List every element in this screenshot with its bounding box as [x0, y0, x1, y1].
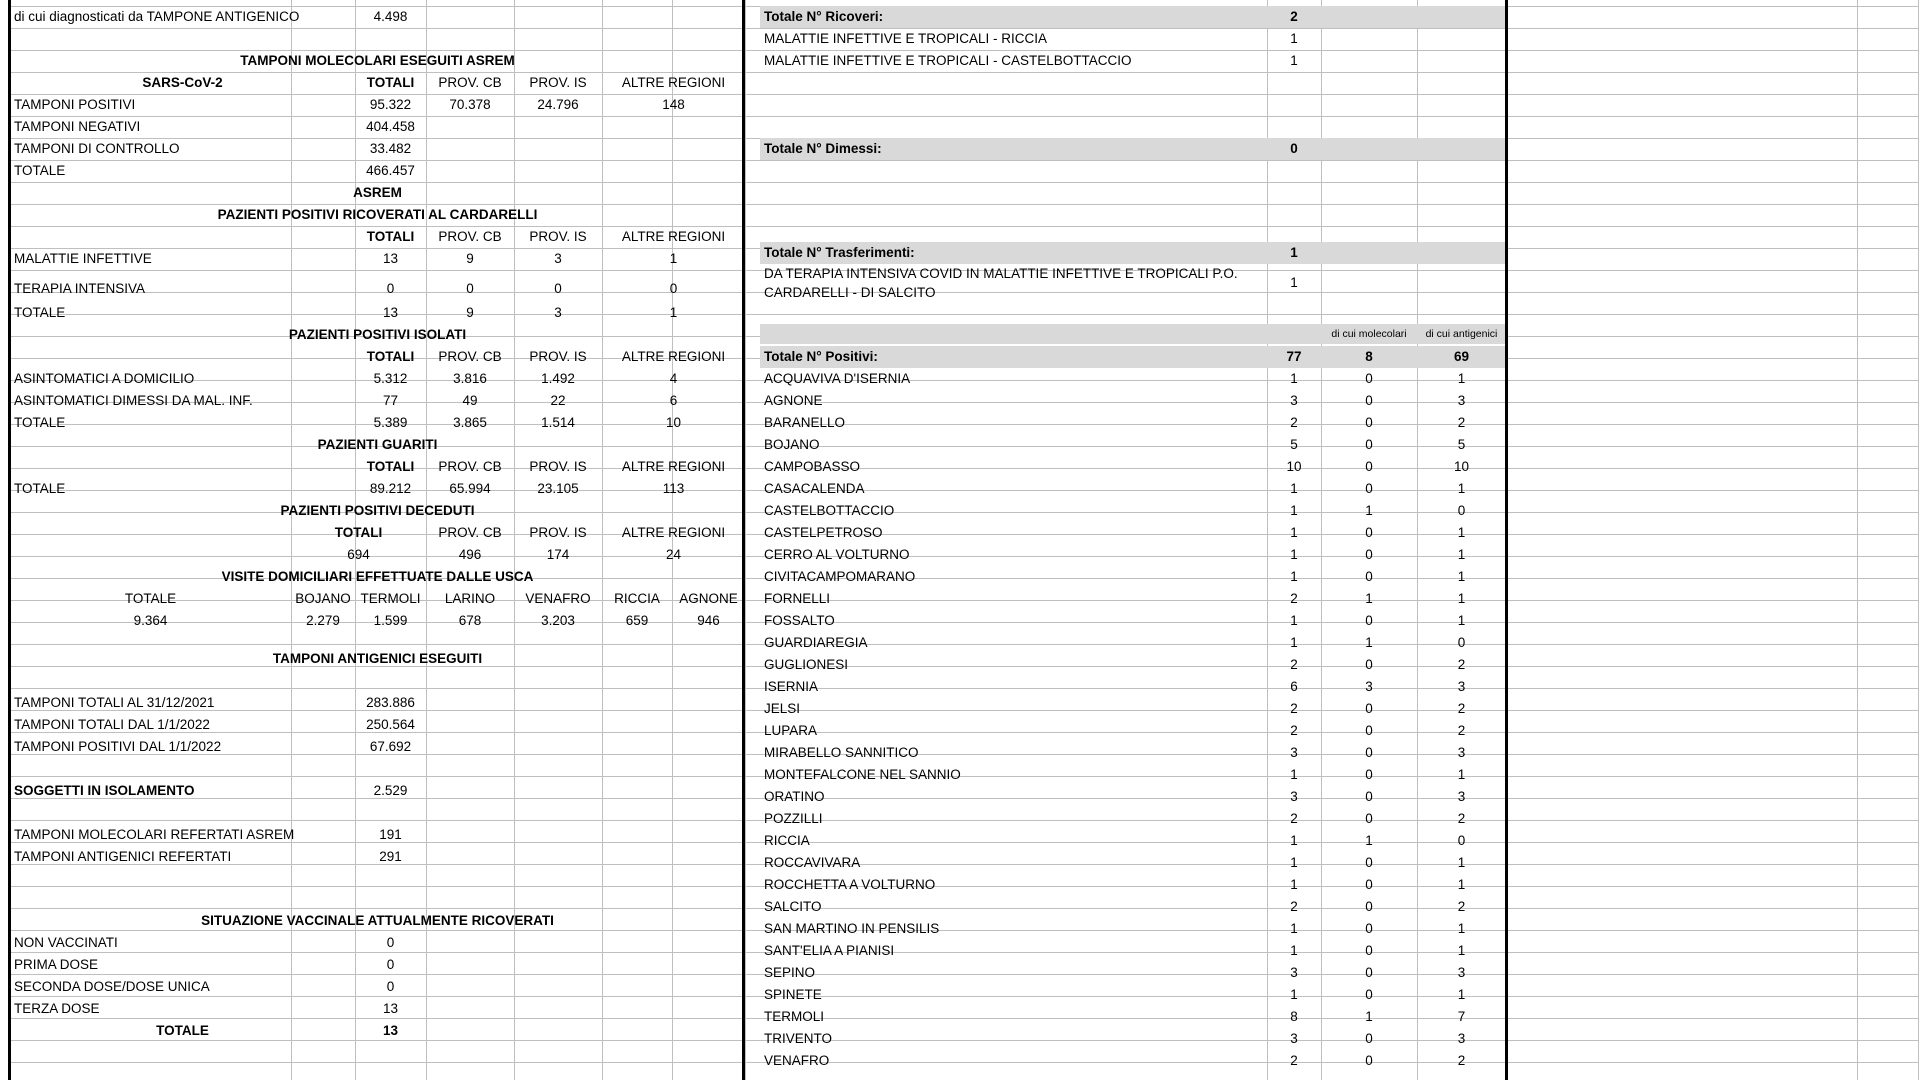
left-cell: 191: [379, 827, 402, 843]
right-cell: 0: [1290, 141, 1298, 157]
right-cell: 69: [1453, 349, 1470, 365]
left-cell: 13: [382, 251, 399, 267]
comune-count: 3: [1457, 679, 1466, 695]
grid-vline: [745, 0, 746, 1080]
comune-name: GUARDIAREGIA: [764, 635, 868, 651]
comune-count: 8: [1290, 1009, 1298, 1025]
comune-count: 0: [1365, 723, 1373, 739]
comune-count: 0: [1365, 613, 1373, 629]
comune-name: LUPARA: [764, 723, 818, 739]
left-cell: 0: [386, 935, 395, 951]
comune-name: TRIVENTO: [764, 1031, 833, 1047]
left-cell: TOTALI: [366, 75, 415, 91]
comune-count: 0: [1365, 1031, 1373, 1047]
left-cell: PAZIENTI POSITIVI DECEDUTI: [280, 503, 475, 519]
left-cell: PROV. CB: [438, 525, 502, 541]
right-cell: 8: [1365, 349, 1373, 365]
right-cell: 1: [1290, 275, 1298, 291]
right-cell: Totale N° Ricoveri:: [764, 9, 884, 25]
comune-name: MIRABELLO SANNITICO: [764, 745, 919, 761]
left-cell: 4: [669, 371, 678, 387]
comune-name: SAN MARTINO IN PENSILIS: [764, 921, 940, 937]
left-cell: 9: [466, 305, 474, 321]
comune-count: 3: [1457, 745, 1466, 761]
left-cell: 22: [550, 393, 566, 409]
left-cell: TAMPONI TOTALI DAL 1/1/2022: [14, 717, 210, 733]
left-cell: TOTALI: [366, 459, 415, 475]
left-cell: 95.322: [369, 97, 412, 113]
comune-count: 2: [1457, 899, 1466, 915]
left-cell: 946: [697, 613, 720, 629]
grid-vline: [1918, 0, 1919, 1080]
comune-count: 0: [1365, 1053, 1373, 1069]
right-cell: 2: [1290, 9, 1298, 25]
comune-name: RICCIA: [764, 833, 810, 849]
comune-count: 0: [1365, 767, 1373, 783]
comune-name: FORNELLI: [764, 591, 831, 607]
left-cell: ALTRE REGIONI: [621, 75, 726, 91]
comune-name: BOJANO: [764, 437, 820, 453]
comune-count: 3: [1290, 393, 1298, 409]
left-cell: 24: [665, 547, 682, 563]
comune-count: 1: [1457, 481, 1466, 497]
comune-count: 1: [1365, 503, 1373, 519]
left-cell: 3.816: [453, 371, 487, 387]
right-cell: MALATTIE INFETTIVE E TROPICALI - RICCIA: [764, 31, 1048, 47]
comune-count: 2: [1290, 415, 1298, 431]
left-cell: PROV. IS: [529, 229, 587, 245]
left-cell: PROV. IS: [529, 75, 587, 91]
comune-name: CAMPOBASSO: [764, 459, 861, 475]
comune-count: 0: [1365, 943, 1373, 959]
comune-count: 0: [1457, 635, 1466, 651]
comune-name: CASTELBOTTACCIO: [764, 503, 895, 519]
grid-vline: [1857, 0, 1858, 1080]
comune-count: 1: [1290, 481, 1298, 497]
right-cell: Totale N° Positivi:: [764, 349, 878, 365]
comune-count: 2: [1457, 723, 1466, 739]
left-cell: TAMPONI POSITIVI: [14, 97, 136, 113]
comune-name: SPINETE: [764, 987, 822, 1003]
left-cell: 2.279: [306, 613, 340, 629]
comune-count: 3: [1457, 1031, 1466, 1047]
left-cell: RICCIA: [614, 591, 660, 607]
left-cell: 24.796: [537, 97, 579, 113]
left-cell: 466.457: [366, 163, 415, 179]
comune-count: 2: [1457, 415, 1466, 431]
right-cell: Totale N° Dimessi:: [764, 141, 882, 157]
comune-name: ROCCAVIVARA: [764, 855, 861, 871]
left-cell: 23.105: [537, 481, 579, 497]
comune-count: 1: [1457, 921, 1466, 937]
comune-count: 1: [1290, 921, 1298, 937]
left-cell: 10: [665, 415, 682, 431]
comune-count: 1: [1457, 569, 1466, 585]
left-cell: 9.364: [133, 613, 168, 629]
comune-name: JELSI: [764, 701, 801, 717]
comune-count: 1: [1457, 591, 1466, 607]
comune-count: 1: [1365, 1009, 1373, 1025]
left-cell: ASINTOMATICI DIMESSI DA MAL. INF.: [14, 393, 253, 409]
left-cell: 9: [466, 251, 474, 267]
left-cell: 13: [382, 1023, 399, 1039]
comune-name: SEPINO: [764, 965, 816, 981]
comune-name: POZZILLI: [764, 811, 823, 827]
left-cell: PROV. CB: [438, 349, 502, 365]
comune-count: 1: [1457, 855, 1466, 871]
comune-name: CASACALENDA: [764, 481, 865, 497]
left-cell: 113: [662, 481, 685, 497]
comune-count: 5: [1457, 437, 1466, 453]
left-cell: PRIMA DOSE: [14, 957, 99, 973]
comune-name: CIVITACAMPOMARANO: [764, 569, 916, 585]
comune-count: 0: [1365, 525, 1373, 541]
left-cell: 13: [382, 305, 399, 321]
left-cell: di cui diagnosticati da TAMPONE ANTIGENICO: [14, 9, 300, 25]
comune-name: ACQUAVIVA D'ISERNIA: [764, 371, 911, 387]
comune-count: 1: [1290, 525, 1298, 541]
left-cell: 174: [546, 547, 570, 563]
comune-count: 0: [1365, 701, 1373, 717]
comune-name: VENAFRO: [764, 1053, 830, 1069]
left-cell: 77: [382, 393, 399, 409]
comune-count: 0: [1365, 789, 1373, 805]
comune-count: 1: [1290, 855, 1298, 871]
left-cell: PROV. IS: [529, 349, 587, 365]
left-cell: VENAFRO: [525, 591, 591, 607]
left-cell: TOTALE: [156, 1023, 209, 1039]
comune-count: 3: [1290, 1031, 1298, 1047]
left-cell: TERMOLI: [360, 591, 421, 607]
left-cell: PROV. IS: [529, 459, 587, 475]
comune-count: 3: [1457, 965, 1466, 981]
right-cell: 1: [1290, 245, 1298, 261]
left-cell: 3: [554, 305, 562, 321]
left-cell: 0: [554, 281, 562, 297]
comune-count: 0: [1365, 921, 1373, 937]
comune-count: 3: [1290, 965, 1298, 981]
left-cell: 67.692: [369, 739, 412, 755]
left-cell: 6: [669, 393, 678, 409]
left-cell: TERAPIA INTENSIVA: [14, 281, 146, 297]
comune-count: 0: [1457, 833, 1466, 849]
left-cell: 2.529: [373, 783, 408, 799]
left-cell: 678: [458, 613, 482, 629]
left-cell: TOTALE: [14, 415, 66, 431]
left-cell: NON VACCINATI: [14, 935, 118, 951]
left-cell: 49: [462, 393, 478, 409]
comune-count: 0: [1365, 811, 1373, 827]
left-cell: TOTALI: [334, 525, 383, 541]
comune-name: ROCCHETTA A VOLTURNO: [764, 877, 936, 893]
left-cell: 4.498: [373, 9, 408, 25]
comune-count: 1: [1290, 371, 1298, 387]
left-cell: AGNONE: [679, 591, 738, 607]
comune-count: 1: [1457, 767, 1466, 783]
comune-count: 1: [1365, 833, 1373, 849]
comune-count: 2: [1290, 701, 1298, 717]
left-cell: 1.492: [541, 371, 575, 387]
comune-count: 0: [1365, 371, 1373, 387]
left-cell: 1.514: [541, 415, 575, 431]
left-cell: ALTRE REGIONI: [621, 525, 726, 541]
comune-count: 3: [1290, 789, 1298, 805]
comune-count: 0: [1365, 657, 1373, 673]
left-cell: TAMPONI ANTIGENICI REFERTATI: [14, 849, 232, 865]
comune-count: 2: [1290, 1053, 1298, 1069]
comune-count: 2: [1290, 811, 1298, 827]
comune-count: 0: [1365, 459, 1373, 475]
left-cell: 5.312: [373, 371, 408, 387]
left-cell: 3: [554, 251, 562, 267]
left-cell: 33.482: [369, 141, 412, 157]
comune-count: 1: [1457, 547, 1466, 563]
left-cell: 250.564: [366, 717, 415, 733]
comune-count: 1: [1457, 613, 1466, 629]
left-cell: 0: [386, 979, 395, 995]
comune-name: BARANELLO: [764, 415, 846, 431]
comune-count: 2: [1290, 899, 1298, 915]
left-cell: 1.599: [373, 613, 408, 629]
comune-count: 1: [1290, 833, 1298, 849]
right-cell: di cui antigenici: [1425, 327, 1498, 340]
right-cell: di cui molecolari: [1331, 327, 1407, 340]
left-cell: TAMPONI MOLECOLARI ESEGUITI ASREM: [240, 53, 515, 69]
left-cell: TOTALE: [124, 591, 177, 607]
comune-count: 1: [1365, 635, 1373, 651]
left-cell: TAMPONI ANTIGENICI ESEGUITI: [272, 651, 483, 667]
comune-count: 1: [1290, 569, 1298, 585]
comune-count: 6: [1290, 679, 1298, 695]
comune-name: AGNONE: [764, 393, 823, 409]
left-cell: TAMPONI DI CONTROLLO: [14, 141, 180, 157]
comune-count: 2: [1457, 811, 1466, 827]
left-cell: 291: [379, 849, 402, 865]
comune-count: 0: [1365, 547, 1373, 563]
left-cell: 13: [382, 1001, 399, 1017]
left-cell: 148: [662, 97, 685, 113]
left-cell: 65.994: [449, 481, 491, 497]
left-cell: 0: [386, 957, 395, 973]
right-cell: 1: [1290, 31, 1298, 47]
left-cell: TOTALE: [14, 305, 66, 321]
left-cell: TAMPONI MOLECOLARI REFERTATI ASREM: [14, 827, 295, 843]
left-cell: 3.203: [541, 613, 575, 629]
comune-count: 0: [1457, 503, 1466, 519]
comune-name: ORATINO: [764, 789, 825, 805]
comune-count: 1: [1457, 525, 1466, 541]
comune-count: 2: [1457, 657, 1466, 673]
comune-count: 2: [1290, 657, 1298, 673]
left-cell: SOGGETTI IN ISOLAMENTO: [14, 783, 195, 799]
comune-count: 10: [1286, 459, 1302, 475]
comune-count: 1: [1457, 877, 1466, 893]
comune-count: 1: [1457, 987, 1466, 1003]
comune-count: 3: [1290, 745, 1298, 761]
left-cell: PROV. CB: [438, 229, 502, 245]
left-cell: 0: [669, 281, 678, 297]
left-cell: PAZIENTI POSITIVI RICOVERATI AL CARDARELLI: [217, 207, 538, 223]
left-cell: PROV. CB: [438, 459, 502, 475]
comune-count: 0: [1365, 415, 1373, 431]
right-cell: DA TERAPIA INTENSIVA COVID IN MALATTIE INFETTIVE E TROPICALI P.O. CARDARELLI - DI SALCITO: [764, 266, 1238, 300]
left-cell: TERZA DOSE: [14, 1001, 100, 1017]
left-cell: SARS-CoV-2: [142, 75, 223, 91]
grid-hline: [10, 226, 1918, 227]
left-cell: 496: [458, 547, 482, 563]
left-cell: ASINTOMATICI A DOMICILIO: [14, 371, 195, 387]
right-cell: 1: [1290, 53, 1298, 69]
comune-count: 1: [1290, 613, 1298, 629]
left-cell: PAZIENTI POSITIVI ISOLATI: [288, 327, 467, 343]
left-cell: VISITE DOMICILIARI EFFETTUATE DALLE USCA: [221, 569, 534, 585]
comune-count: 10: [1453, 459, 1470, 475]
comune-name: FOSSALTO: [764, 613, 835, 629]
comune-count: 3: [1365, 679, 1373, 695]
left-cell: PROV. IS: [529, 525, 587, 541]
comune-count: 2: [1290, 723, 1298, 739]
left-cell: TAMPONI TOTALI AL 31/12/2021: [14, 695, 215, 711]
right-cell: Totale N° Trasferimenti:: [764, 245, 915, 261]
left-cell: 694: [347, 547, 370, 563]
comune-name: MONTEFALCONE NEL SANNIO: [764, 767, 961, 783]
left-cell: BOJANO: [295, 591, 351, 607]
comune-name: SALCITO: [764, 899, 822, 915]
comune-count: 0: [1365, 437, 1373, 453]
comune-name: TERMOLI: [764, 1009, 825, 1025]
left-cell: ASREM: [353, 185, 402, 201]
comune-count: 7: [1457, 1009, 1466, 1025]
left-cell: 283.886: [366, 695, 415, 711]
left-cell: TOTALI: [366, 229, 415, 245]
left-cell: TAMPONI NEGATIVI: [14, 119, 141, 135]
left-cell: 0: [466, 281, 474, 297]
comune-count: 0: [1365, 745, 1373, 761]
comune-count: 3: [1457, 393, 1466, 409]
left-cell: TOTALI: [366, 349, 415, 365]
left-cell: TOTALE: [14, 481, 66, 497]
left-cell: 0: [386, 281, 395, 297]
comune-count: 0: [1365, 393, 1373, 409]
comune-count: 0: [1365, 987, 1373, 1003]
comune-count: 0: [1365, 965, 1373, 981]
comune-count: 3: [1457, 789, 1466, 805]
left-cell: 5.389: [373, 415, 408, 431]
comune-count: 2: [1290, 591, 1298, 607]
comune-count: 0: [1365, 855, 1373, 871]
left-cell: SECONDA DOSE/DOSE UNICA: [14, 979, 210, 995]
left-cell: PROV. CB: [438, 75, 502, 91]
right-cell: MALATTIE INFETTIVE E TROPICALI - CASTELBOTTACCIO: [764, 53, 1132, 69]
comune-count: 1: [1290, 943, 1298, 959]
left-cell: 659: [625, 613, 649, 629]
left-cell: ALTRE REGIONI: [621, 229, 726, 245]
comune-count: 1: [1365, 591, 1373, 607]
comune-count: 1: [1290, 877, 1298, 893]
comune-count: 1: [1290, 503, 1298, 519]
comune-count: 1: [1457, 943, 1466, 959]
comune-count: 5: [1290, 437, 1298, 453]
right-cell: 77: [1286, 349, 1302, 365]
comune-count: 2: [1457, 1053, 1466, 1069]
left-cell: 404.458: [366, 119, 415, 135]
left-cell: ALTRE REGIONI: [621, 349, 726, 365]
comune-name: GUGLIONESI: [764, 657, 849, 673]
comune-count: 1: [1290, 767, 1298, 783]
left-cell: ALTRE REGIONI: [621, 459, 726, 475]
comune-count: 0: [1365, 877, 1373, 893]
comune-name: CASTELPETROSO: [764, 525, 883, 541]
left-cell: 1: [669, 305, 678, 321]
left-cell: SITUAZIONE VACCINALE ATTUALMENTE RICOVERATI: [201, 913, 554, 929]
comune-count: 0: [1365, 569, 1373, 585]
left-cell: 3.865: [453, 415, 487, 431]
comune-count: 1: [1457, 371, 1466, 387]
comune-name: ISERNIA: [764, 679, 819, 695]
left-cell: TAMPONI POSITIVI DAL 1/1/2022: [14, 739, 222, 755]
left-cell: 70.378: [449, 97, 491, 113]
comune-name: SANT'ELIA A PIANISI: [764, 943, 895, 959]
left-cell: TOTALE: [14, 163, 66, 179]
comune-count: 0: [1365, 899, 1373, 915]
left-cell: 1: [669, 251, 678, 267]
left-cell: PAZIENTI GUARITI: [317, 437, 438, 453]
comune-count: 1: [1290, 547, 1298, 563]
left-cell: LARINO: [444, 591, 496, 607]
comune-count: 1: [1290, 635, 1298, 651]
comune-count: 2: [1457, 701, 1466, 717]
comune-name: CERRO AL VOLTURNO: [764, 547, 910, 563]
comune-count: 0: [1365, 481, 1373, 497]
left-cell: 89.212: [369, 481, 412, 497]
left-cell: MALATTIE INFETTIVE: [14, 251, 152, 267]
comune-count: 1: [1290, 987, 1298, 1003]
